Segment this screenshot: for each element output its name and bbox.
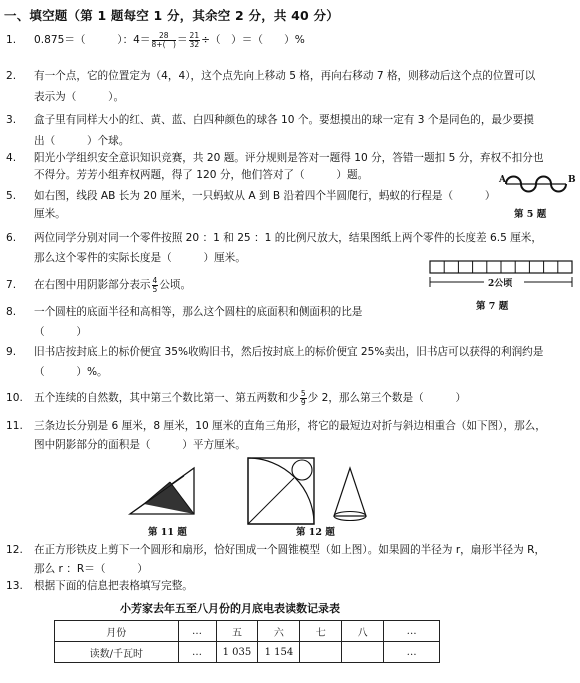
question-number: 10. <box>6 392 23 404</box>
question-text: ÷（ ）＝（ ）% <box>201 34 305 46</box>
question-3 <box>6 110 576 131</box>
question-text: 两位同学分别对同一个零件按照 20 ：1 和 25 ：1 的比例尺放大，结果图纸上两个零件的长度差 6.5 厘米， <box>34 232 542 244</box>
figure-11-caption: 第 11 题 <box>148 527 187 538</box>
question-2 <box>6 66 576 87</box>
table-cell: 1 154 <box>258 642 300 663</box>
table-header-row <box>55 621 440 642</box>
figure-12-caption: 第 12 题 <box>296 527 335 538</box>
question-number: 12. <box>6 544 23 556</box>
question-number: 2. <box>6 70 17 82</box>
question-text: 一个圆柱的底面半径和高相等，那么这个圆柱的底面积和侧面积的比是 <box>34 306 363 318</box>
point-a-label: A <box>499 175 506 185</box>
question-12 <box>6 540 576 561</box>
strip-label: 2公顷 <box>488 279 513 289</box>
question-5 <box>6 186 576 207</box>
question-1 <box>6 30 576 51</box>
table-cell: … <box>178 642 216 663</box>
section-title: 一、填空题（第 1 题每空 1 分，其余空 2 分，共 40 分） <box>4 8 339 23</box>
fraction: $\frac{4}{5}$ <box>152 275 158 294</box>
question-text: 有一个点，它的位置定为（4，4），这个点先向上移动 5 格，再向右移动 7 格，则移动后这个点的位置可以 <box>34 70 536 82</box>
header-cell: 七 <box>300 621 342 642</box>
question-number: 5. <box>6 190 17 202</box>
question-number: 8. <box>6 306 17 318</box>
question-6-line2: 那么这个零件的实际长度是（ ）厘米。 <box>34 252 246 264</box>
question-11-line2: 图中阴影部分的面积是（ ）平方厘米。 <box>34 439 246 451</box>
question-text: 五个连续的自然数，其中第三个数比第一、第五两数和少 <box>34 392 299 404</box>
fraction: $\frac{28}{8+( )}$ <box>151 30 176 49</box>
question-text: 根据下面的信息把表格填写完整。 <box>34 580 193 592</box>
question-text: 0.875＝（ ）：4＝ <box>34 34 151 46</box>
question-number: 4. <box>6 152 17 164</box>
question-text: 旧书店按封底上的标价便宜 35%收购旧书，然后按封底上的标价便宜 25%卖出，旧书店可以获得的利润约是 <box>34 346 544 358</box>
figure-5-caption: 第 5 题 <box>514 209 547 220</box>
blank-cell[interactable] <box>342 642 384 663</box>
question-11 <box>6 416 576 437</box>
question-text: 阳光小学组织安全意识知识竞赛，共 20 题。评分规则是答对一题得 10 分，答错一题扣 5 分，弃权不扣分也 <box>34 152 544 164</box>
question-text: 在右图中用阴影部分表示 <box>34 279 151 291</box>
question-10 <box>6 388 576 409</box>
question-8-line2: （ ） <box>34 326 87 338</box>
question-13 <box>6 576 576 597</box>
question-number: 11. <box>6 420 23 432</box>
question-6 <box>6 228 576 249</box>
question-12-line2: 那么 r ：R＝（ ） <box>34 563 148 575</box>
header-cell: 八 <box>342 621 384 642</box>
question-9 <box>6 342 576 363</box>
table-row <box>55 642 440 663</box>
table-cell: … <box>384 642 440 663</box>
question-text: 少 2，那么第三个数是（ ） <box>307 392 467 404</box>
semicircle-path-figure <box>496 170 576 204</box>
question-8 <box>6 302 576 323</box>
question-2-line2: 表示为（ ）。 <box>34 91 125 103</box>
question-number: 6. <box>6 232 17 244</box>
fraction: $\frac{5}{9}$ <box>300 388 306 407</box>
question-text: 三条边长分别是 6 厘米，8 厘米，10 厘米的直角三角形，将它的最短边对折与斜边相重合（如下图），那么， <box>34 420 546 432</box>
blank-cell[interactable] <box>300 642 342 663</box>
question-text: 盒子里有同样大小的红、黄、蓝、白四种颜色的球各 10 个。要想摸出的球一定有 3 个是同色的，最少要摸 <box>34 114 534 126</box>
header-cell: 月份 <box>55 621 179 642</box>
question-number: 13. <box>6 580 23 592</box>
header-cell: … <box>178 621 216 642</box>
question-number: 1. <box>6 34 17 46</box>
table-title: 小芳家去年五至八月份的月底电表读数记录表 <box>120 602 340 615</box>
square-cone-figure <box>246 456 386 530</box>
header-cell: … <box>384 621 440 642</box>
equals-sign: ＝ <box>176 34 188 46</box>
point-b-label: B <box>568 175 576 185</box>
question-text: 在正方形铁皮上剪下一个圆形和扇形，恰好围成一个圆锥模型（如上图）。如果圆的半径为 r，扇形半径为 R， <box>34 544 546 556</box>
question-5-line2: 厘米。 <box>34 208 66 220</box>
cone <box>334 468 366 516</box>
question-number: 3. <box>6 114 17 126</box>
question-text: 如右图，线段 AB 长为 20 厘米，一只蚂蚁从 A 到 B 沿着四个半圆爬行，蚂蚁的行程是（ ） <box>34 190 496 202</box>
question-text: 公顷。 <box>159 279 192 291</box>
question-number: 9. <box>6 346 17 358</box>
fraction: $\frac{21}{32}$ <box>189 30 200 49</box>
figure-7-caption: 第 7 题 <box>476 301 509 312</box>
question-4-line2: 不得分。芳芳小组弃权两题，得了 120 分，他们答对了（ ）题。 <box>34 169 369 181</box>
folded-triangle-figure <box>122 462 202 522</box>
meter-reading-table <box>54 620 440 663</box>
row-label-cell: 读数/千瓦时 <box>55 642 179 663</box>
table-cell: 1 035 <box>216 642 258 663</box>
question-number: 7. <box>6 279 17 291</box>
header-cell: 六 <box>258 621 300 642</box>
small-circle <box>292 460 312 480</box>
header-cell: 五 <box>216 621 258 642</box>
question-3-line2: 出（ ）个球。 <box>34 135 130 147</box>
question-9-line2: （ ）%。 <box>34 366 108 378</box>
